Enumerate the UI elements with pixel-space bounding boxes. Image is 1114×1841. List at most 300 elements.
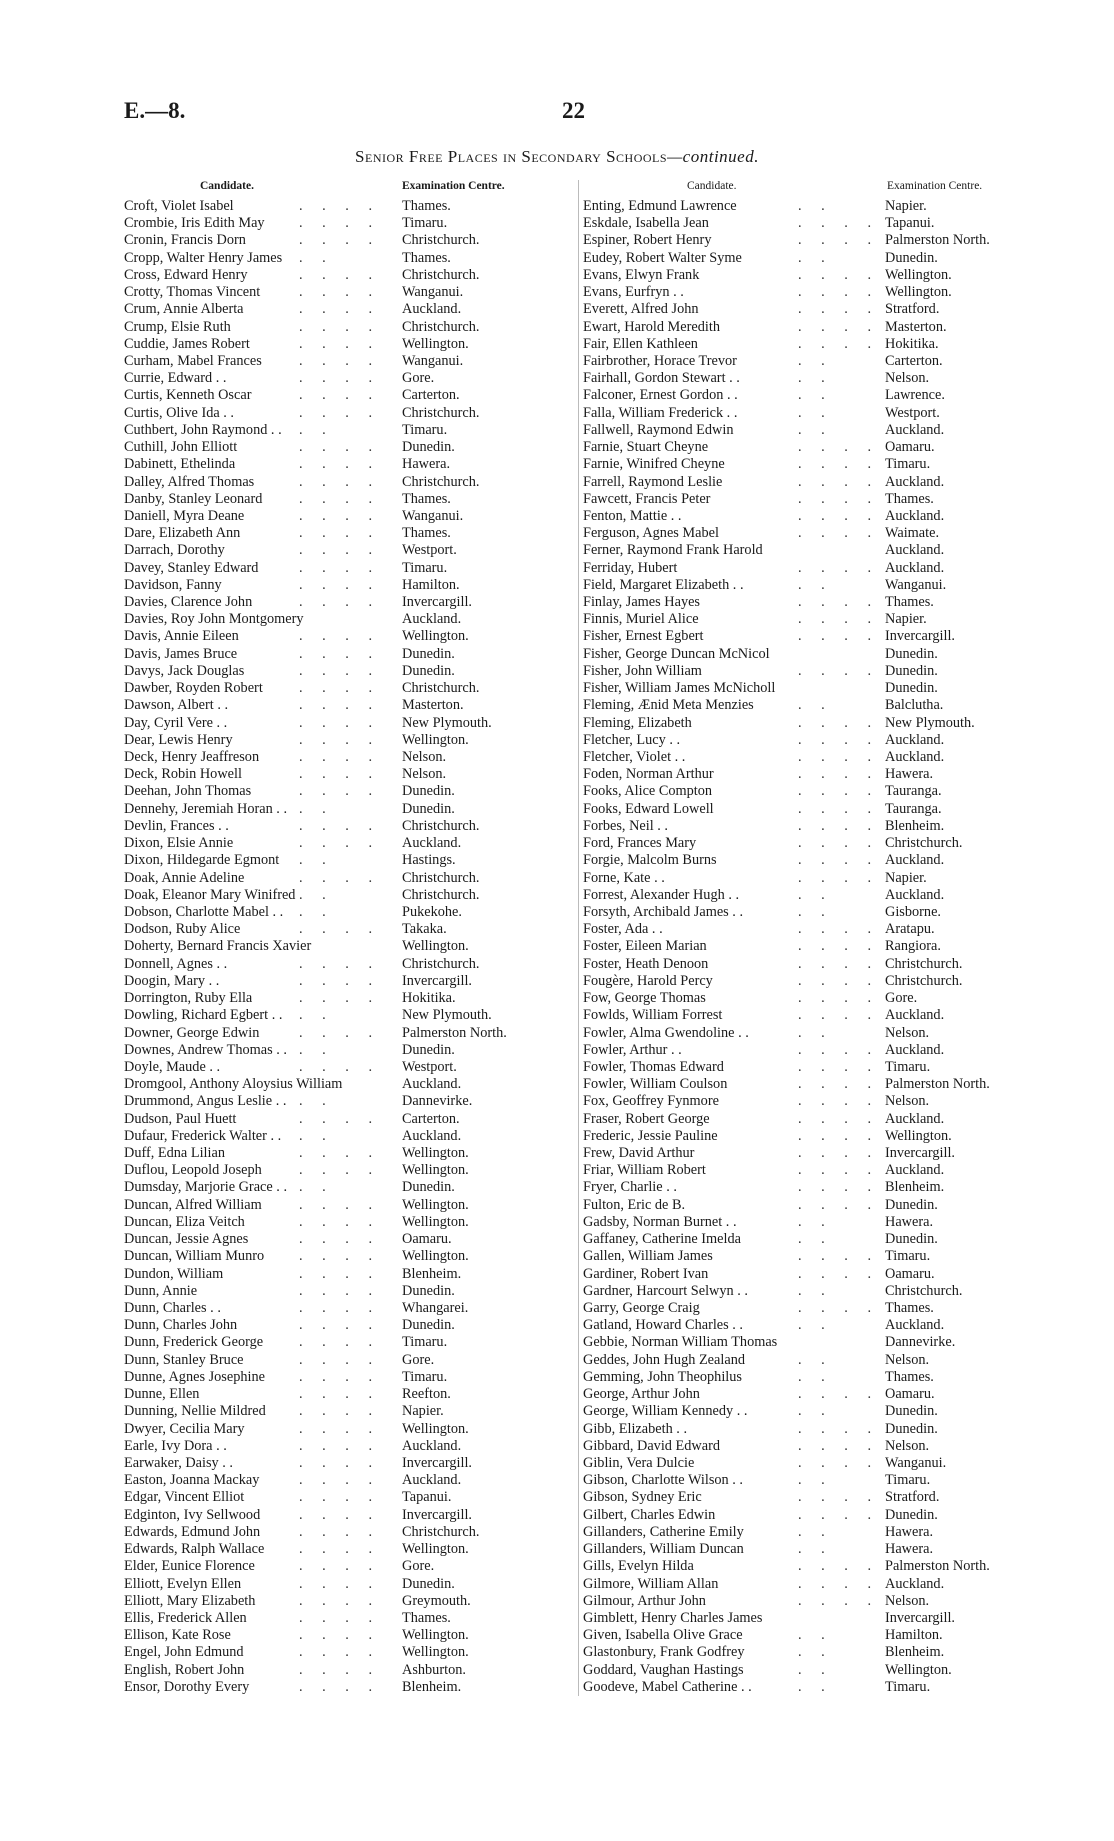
candidate-name: Forbes, Neil . . [583, 817, 668, 834]
examination-centre: Dunedin. [402, 645, 455, 662]
leader-dots: . . [798, 1024, 833, 1041]
examination-centre: Dunedin. [885, 1420, 938, 1437]
leader-dots: . . . . [299, 1609, 381, 1626]
candidate-name: Deck, Henry Jeaffreson [124, 749, 260, 765]
leader-dots: . . . . [798, 301, 880, 318]
candidate-name: Dennehy, Jeremiah Horan . . [124, 800, 288, 817]
list-item [124, 1007, 560, 1024]
candidate-name: Forne, Kate . . [583, 869, 665, 886]
candidate-name: Dabinett, Ethelinda [124, 456, 236, 473]
examination-centre: Timaru. [402, 559, 448, 576]
candidate-name: Danby, Stanley Leonard [124, 490, 263, 507]
candidate-name: Farnie, Stuart Cheyne [583, 439, 709, 456]
examination-centre: Auckland. [885, 1317, 945, 1334]
examination-centre: Auckland. [885, 421, 945, 438]
leader-dots: . . [299, 800, 334, 817]
examination-centre: Auckland. [885, 731, 945, 748]
list-item [583, 336, 1033, 353]
examination-centre: Blenheim. [885, 1179, 945, 1196]
examination-centre: Auckland. [402, 1076, 462, 1093]
list-item [124, 818, 560, 835]
leader-dots: . . . . [798, 318, 880, 335]
candidate-name: Dowling, Richard Egbert . . [124, 1007, 283, 1024]
candidate-name: Crum, Annie Alberta [124, 301, 244, 318]
list-item [124, 732, 560, 749]
candidate-name: Evans, Eurfryn . . [583, 284, 684, 301]
list-item [583, 732, 1033, 749]
candidate-name: Dodson, Ruby Alice [124, 921, 241, 938]
leader-dots: . . . . [299, 1678, 381, 1695]
leader-dots: . . . . [798, 284, 880, 301]
list-item [583, 215, 1033, 232]
candidate-name: Given, Isabella Olive Grace [583, 1627, 743, 1644]
examination-centre: Oamaru. [402, 1231, 452, 1248]
examination-centre: Dunedin. [402, 1317, 455, 1334]
leader-dots: . . . . [798, 1437, 880, 1454]
list-item [583, 1421, 1033, 1438]
leader-dots: . . [798, 1403, 833, 1420]
list-item [583, 1438, 1033, 1455]
list-item [124, 1472, 560, 1489]
examination-centre: Invercargill. [402, 594, 472, 611]
leader-dots: . . [798, 404, 833, 421]
examination-centre: Blenheim. [402, 1678, 462, 1695]
examination-centre: Wellington. [402, 1541, 469, 1558]
candidate-name: Ferguson, Agnes Mabel [583, 525, 719, 542]
examination-centre: Aratapu. [885, 921, 935, 938]
leader-dots: . . . . [299, 1196, 381, 1213]
list-item [124, 852, 560, 869]
list-item [124, 749, 560, 766]
candidate-name: Elliott, Evelyn Ellen [124, 1575, 242, 1592]
leader-dots: . . . . [299, 680, 381, 697]
leader-dots: . . . . [299, 1282, 381, 1299]
candidate-name: Duncan, Jessie Agnes [124, 1231, 249, 1248]
examination-centre: Palmerston North. [885, 1558, 990, 1575]
examination-centre: Stratford. [885, 1489, 940, 1506]
leader-dots: . . [299, 421, 334, 438]
list-item [583, 680, 1033, 697]
candidate-name: Fenton, Mattie . . [583, 507, 682, 524]
examination-centre: Nelson. [402, 766, 447, 783]
candidate-name: Fowler, William Coulson [583, 1076, 728, 1093]
examination-centre: Westport. [885, 404, 940, 421]
leader-dots: . . . . [299, 731, 381, 748]
candidate-header: Candidate. [687, 180, 737, 192]
list-item [124, 1145, 560, 1162]
leader-dots: . . . . [299, 955, 381, 972]
leader-dots: . . . . [798, 335, 880, 352]
candidate-name: Gimblett, Henry Charles James [583, 1609, 763, 1626]
list-item [124, 783, 560, 800]
list-item [583, 628, 1033, 645]
list-item [124, 715, 560, 732]
candidate-name: Fisher, Ernest Egbert [583, 628, 704, 645]
list-item [124, 456, 560, 473]
examination-centre: Stratford. [885, 301, 940, 318]
leader-dots: . . . . [299, 1265, 381, 1282]
leader-dots: . . . . [299, 628, 381, 645]
examination-centre: Invercargill. [885, 1609, 955, 1626]
examination-centre: Thames. [402, 525, 451, 542]
examination-centre: Timaru. [885, 1058, 931, 1075]
candidate-name: Enting, Edmund Lawrence [583, 198, 737, 214]
list-item [583, 1455, 1033, 1472]
candidate-name: Forgie, Malcolm Burns [583, 852, 717, 869]
list-item [583, 1334, 1033, 1351]
candidate-name: George, William Kennedy . . [583, 1403, 748, 1420]
candidate-name: Davey, Stanley Edward [124, 559, 259, 576]
list-item [583, 1662, 1033, 1679]
examination-centre: Wellington. [402, 1420, 469, 1437]
examination-centre: Timaru. [402, 1334, 448, 1351]
examination-centre: Nelson. [885, 1024, 930, 1041]
candidate-name: Fairbrother, Horace Trevor [583, 352, 737, 369]
examination-centre: Gore. [402, 1351, 435, 1368]
examination-centre: Auckland. [885, 473, 945, 490]
examination-centre: New Plymouth. [402, 714, 492, 731]
list-item [583, 1162, 1033, 1179]
leader-dots: . . . . [798, 456, 880, 473]
leader-dots: . . . . [798, 1196, 880, 1213]
leader-dots: . . . . [299, 559, 381, 576]
list-item [583, 818, 1033, 835]
leader-dots: . . [798, 903, 833, 920]
list-item [124, 628, 560, 645]
examination-centre: Gore. [402, 370, 435, 387]
examination-centre: Christchurch. [402, 886, 480, 903]
candidate-name: Falla, William Frederick . . [583, 404, 738, 421]
leader-dots: . . . . [299, 1403, 381, 1420]
leader-dots: . . . . [299, 697, 381, 714]
list-item [583, 1007, 1033, 1024]
examination-centre: Christchurch. [402, 266, 480, 283]
candidate-name: Fowler, Arthur . . [583, 1041, 682, 1058]
examination-centre: Hokitika. [402, 990, 456, 1007]
list-item [124, 1025, 560, 1042]
examination-centre: Dunedin. [885, 680, 938, 697]
leader-dots: . . . . [299, 473, 381, 490]
examination-centre: Carterton. [402, 1110, 460, 1127]
leader-dots: . . . . [299, 817, 381, 834]
list-item [583, 1076, 1033, 1093]
candidate-name: Dunne, Agnes Josephine [124, 1368, 265, 1385]
examination-centre: Wellington. [402, 335, 469, 352]
examination-centre: Auckland. [885, 542, 945, 559]
leader-dots: . . . . [299, 1558, 381, 1575]
candidate-name: Curtis, Kenneth Oscar [124, 387, 252, 404]
list-item [124, 1489, 560, 1506]
examination-centre: Lawrence. [885, 387, 945, 404]
leader-dots: . . . . [299, 1454, 381, 1471]
leader-dots: . . . . [299, 1627, 381, 1644]
leader-dots: . . . . [299, 1644, 381, 1661]
examination-centre: Napier. [885, 611, 927, 628]
candidate-name: Donnell, Agnes . . [124, 955, 228, 972]
candidate-name: Dufaur, Frederick Walter . . [124, 1127, 282, 1144]
candidate-name: Doak, Annie Adeline [124, 869, 245, 886]
leader-dots: . . . . [798, 1179, 880, 1196]
list-item [124, 956, 560, 973]
list-item [124, 1300, 560, 1317]
candidate-name: Gilbert, Charles Edwin [583, 1506, 716, 1523]
candidate-name: Dunn, Charles John [124, 1317, 238, 1334]
examination-centre: Christchurch. [402, 404, 480, 421]
candidate-name: Fisher, William James McNicholl [583, 680, 776, 697]
examination-centre: Hawera. [885, 1523, 934, 1540]
list-item [124, 1059, 560, 1076]
candidate-name: Deehan, John Thomas [124, 783, 252, 800]
candidate-name: Fairhall, Gordon Stewart . . [583, 370, 740, 387]
leader-dots: . . . . [299, 318, 381, 335]
list-item [583, 1644, 1033, 1661]
leader-dots: . . . . [299, 1472, 381, 1489]
examination-centre: Westport. [402, 542, 457, 559]
list-item [583, 232, 1033, 249]
leader-dots: . . . . [299, 1592, 381, 1609]
leader-dots: . . . . [299, 387, 381, 404]
candidate-name: Fryer, Charlie . . [583, 1179, 677, 1196]
list-item [124, 525, 560, 542]
leader-dots: . . . . [798, 232, 880, 249]
leader-dots: . . . . [798, 1110, 880, 1127]
leader-dots: . . . . [798, 1076, 880, 1093]
leader-dots: . . . . [299, 1420, 381, 1437]
list-item [583, 422, 1033, 439]
examination-centre: Carterton. [402, 387, 460, 404]
page-number: 22 [562, 98, 585, 123]
candidate-name: Darrach, Dorothy [124, 542, 225, 559]
candidate-name: Elder, Eunice Florence [124, 1558, 255, 1575]
leader-dots: . . [798, 1317, 833, 1334]
list-item [583, 1403, 1033, 1420]
candidate-name: Downer, George Edwin [124, 1024, 260, 1041]
list-item [583, 611, 1033, 628]
examination-centre: Nelson. [885, 1093, 930, 1110]
list-item [583, 560, 1033, 577]
list-item [583, 1558, 1033, 1575]
leader-dots: . . . . [798, 749, 880, 765]
list-item [583, 990, 1033, 1007]
examination-centre: Dunedin. [885, 645, 938, 662]
list-item [124, 387, 560, 404]
list-item [583, 1369, 1033, 1386]
candidate-name: Finlay, James Hayes [583, 594, 700, 611]
examination-centre: Wellington. [402, 628, 469, 645]
list-item [583, 1128, 1033, 1145]
candidate-name: Farrell, Raymond Leslie [583, 473, 723, 490]
leader-dots: . . . . [299, 1145, 381, 1162]
list-item [583, 887, 1033, 904]
leader-dots: . . . . [299, 1024, 381, 1041]
candidate-name: Gardiner, Robert Ivan [583, 1265, 709, 1282]
list-item [124, 474, 560, 491]
list-item [124, 1197, 560, 1214]
candidate-name: Edwards, Ralph Wallace [124, 1541, 265, 1558]
examination-centre: Hawera. [885, 766, 934, 783]
examination-centre: Dunedin. [885, 249, 938, 266]
examination-centre: Ashburton. [402, 1661, 466, 1678]
list-item [583, 1541, 1033, 1558]
examination-centre: Westport. [402, 1058, 457, 1075]
candidate-name: Dixon, Elsie Annie [124, 835, 234, 852]
leader-dots: . . [798, 1678, 833, 1695]
examination-centre: Nelson. [885, 370, 930, 387]
examination-centre: Dannevirke. [402, 1093, 473, 1110]
examination-centre: Auckland. [402, 1127, 462, 1144]
examination-centre: Hastings. [402, 852, 456, 869]
leader-dots: . . . . [299, 1300, 381, 1316]
examination-centre: Dunedin. [402, 783, 455, 800]
list-item [583, 852, 1033, 869]
list-item [124, 1524, 560, 1541]
list-item [124, 250, 560, 267]
leader-dots: . . . . [299, 662, 381, 679]
leader-dots: . . . . [798, 972, 880, 989]
leader-dots: . . . . [299, 1110, 381, 1127]
examination-centre: Wellington. [885, 1127, 952, 1144]
candidate-name: Dalley, Alfred Thomas [124, 473, 255, 490]
examination-centre: Dunedin. [885, 1403, 938, 1420]
list-item [124, 1627, 560, 1644]
examination-centre: Takaka. [402, 921, 447, 938]
list-item [583, 1317, 1033, 1334]
candidate-name: Downes, Andrew Thomas . . [124, 1041, 287, 1058]
candidate-name: Fooks, Alice Compton [583, 783, 713, 800]
list-item [124, 870, 560, 887]
list-item [124, 336, 560, 353]
examination-centre: Auckland. [885, 852, 945, 869]
list-item [124, 663, 560, 680]
examination-centre: Wellington. [402, 1248, 469, 1265]
examination-centre: Nelson. [885, 1351, 930, 1368]
leader-dots: . . [798, 1644, 833, 1661]
list-item [583, 542, 1033, 559]
candidate-name: Gillanders, Catherine Emily [583, 1523, 744, 1540]
leader-dots: . . . . [299, 835, 381, 852]
leader-dots: . . . . [798, 1145, 880, 1162]
candidate-name: Davys, Jack Douglas [124, 662, 245, 679]
leader-dots: . . . . [299, 1248, 381, 1265]
list-item [583, 766, 1033, 783]
list-item [124, 1369, 560, 1386]
leader-dots: . . [798, 886, 833, 903]
list-item [583, 1679, 1033, 1696]
list-item [124, 1248, 560, 1265]
list-item [124, 1231, 560, 1248]
list-item [583, 783, 1033, 800]
list-item [583, 508, 1033, 525]
candidate-name: Ewart, Harold Meredith [583, 318, 720, 335]
title-main: Senior Free Places in Secondary Schools [355, 147, 668, 166]
examination-centre: Nelson. [402, 749, 447, 765]
leader-dots: . . . . [299, 490, 381, 507]
examination-centre: Invercargill. [402, 1454, 472, 1471]
leader-dots: . . . . [299, 594, 381, 611]
leader-dots: . . . . [299, 507, 381, 524]
candidate-name: Gills, Evelyn Hilda [583, 1558, 694, 1575]
candidate-name: Duncan, William Munro [124, 1248, 265, 1265]
leader-dots: . . . . [299, 645, 381, 662]
examination-centre: Wellington. [402, 1162, 469, 1179]
candidate-name: Fallwell, Raymond Edwin [583, 421, 734, 438]
leader-dots: . . . . [299, 232, 381, 249]
examination-centre: Tapanui. [885, 215, 935, 232]
leader-dots: . . . . [299, 266, 381, 283]
candidate-name: Ford, Frances Mary [583, 835, 697, 852]
examination-centre: Blenheim. [885, 1644, 945, 1661]
leader-dots: . . . . [798, 955, 880, 972]
examination-centre: Wellington. [402, 1213, 469, 1230]
leader-dots: . . . . [299, 990, 381, 1007]
examination-centre: Blenheim. [885, 817, 945, 834]
leader-dots: . . [798, 370, 833, 387]
leader-dots: . . . . [798, 1489, 880, 1506]
candidate-name: Currie, Edward . . [124, 370, 227, 387]
leader-dots: . . . . [299, 1541, 381, 1558]
list-item [124, 680, 560, 697]
leader-dots: . . . . [798, 1041, 880, 1058]
list-item [583, 301, 1033, 318]
candidate-name: Garry, George Craig [583, 1300, 700, 1316]
list-item [583, 1627, 1033, 1644]
leader-dots: . . . . [299, 404, 381, 421]
examination-centre: Invercargill. [885, 1145, 955, 1162]
leader-dots: . . [798, 421, 833, 438]
examination-centre: Invercargill. [885, 628, 955, 645]
list-item [583, 938, 1033, 955]
examination-centre: Christchurch. [402, 680, 480, 697]
leader-dots: . . . . [798, 817, 880, 834]
candidate-name: Elliott, Mary Elizabeth [124, 1592, 256, 1609]
examination-centre: Christchurch. [402, 955, 480, 972]
examination-centre: New Plymouth. [402, 1007, 492, 1024]
examination-centre: Napier. [402, 1403, 444, 1420]
list-item [124, 508, 560, 525]
candidate-name: Eskdale, Isabella Jean [583, 215, 709, 232]
leader-dots: . . [299, 852, 334, 869]
candidate-name: Fowler, Alma Gwendoline . . [583, 1024, 749, 1041]
examination-centre: Timaru. [885, 456, 931, 473]
candidate-name: Friar, William Robert [583, 1162, 706, 1179]
leader-dots: . . . . [299, 1661, 381, 1678]
candidate-name: Fleming, Elizabeth [583, 714, 692, 731]
examination-centre: Christchurch. [402, 1523, 480, 1540]
list-item [124, 990, 560, 1007]
leader-dots: . . . . [798, 1248, 880, 1265]
list-item [124, 577, 560, 594]
list-item [124, 1610, 560, 1627]
examination-centre: Wellington. [402, 938, 469, 955]
examination-centre: Dunedin. [402, 1179, 455, 1196]
list-item [583, 1489, 1033, 1506]
examination-centre: Auckland. [885, 559, 945, 576]
examination-centre: Greymouth. [402, 1592, 471, 1609]
list-item [124, 370, 560, 387]
candidate-name: Edgar, Vincent Elliot [124, 1489, 245, 1506]
candidate-name: Doogin, Mary . . [124, 972, 220, 989]
examination-centre: Dunedin. [885, 1196, 938, 1213]
leader-dots: . . . . [798, 1007, 880, 1024]
leader-dots: . . . . [299, 525, 381, 542]
list-item [583, 1507, 1033, 1524]
list-item [124, 1266, 560, 1283]
leader-dots: . . [299, 1041, 334, 1058]
list-item [583, 353, 1033, 370]
examination-centre: Dunedin. [885, 662, 938, 679]
candidate-name: Doherty, Bernard Francis Xavier [124, 938, 312, 955]
leader-dots: . . . . [798, 921, 880, 938]
